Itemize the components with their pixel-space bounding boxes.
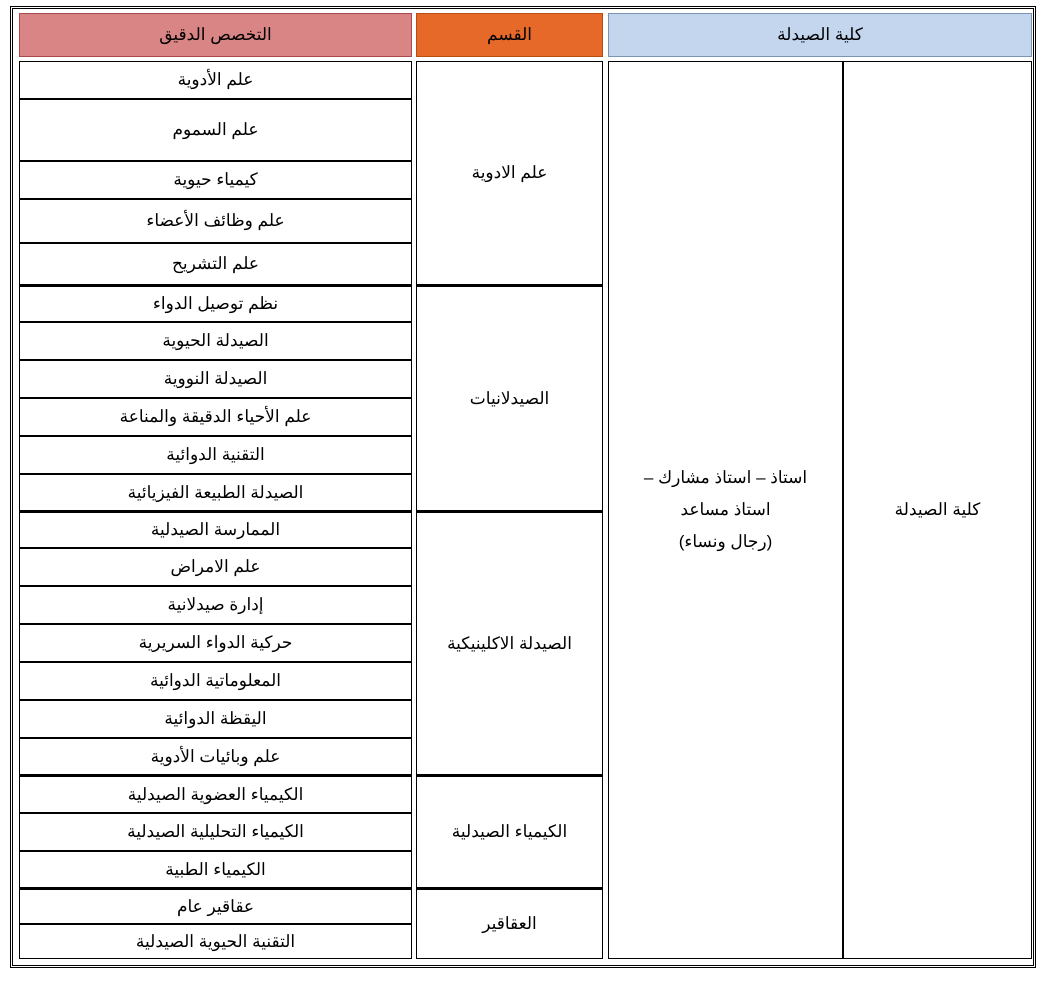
department-cell: العقاقير <box>416 887 603 959</box>
header-department: القسم <box>416 13 603 57</box>
specialization-cell: التقنية الدوائية <box>19 436 412 474</box>
specialization-cell: علم وظائف الأعضاء <box>19 199 412 243</box>
ranks-line-3: (رجال ونساء) <box>678 532 773 552</box>
specialization-cell: التقنية الحيوية الصيدلية <box>19 924 412 959</box>
pharmacy-table <box>10 6 1036 968</box>
ranks-line-2: استاذ مساعد <box>680 499 771 519</box>
specialization-cell: علم الأدوية <box>19 61 412 99</box>
header-specialization: التخصص الدقيق <box>19 13 412 57</box>
specialization-cell: الممارسة الصيدلية <box>19 510 412 548</box>
department-cell: الكيمياء الصيدلية <box>416 774 603 889</box>
specialization-cell: عقاقير عام <box>19 887 412 924</box>
specialization-cell: الكيمياء الطبية <box>19 851 412 889</box>
specialization-cell: كيمياء حيوية <box>19 161 412 199</box>
specialization-cell: حركية الدواء السريرية <box>19 624 412 662</box>
specialization-cell: المعلوماتية الدوائية <box>19 662 412 700</box>
specialization-cell: علم الأحياء الدقيقة والمناعة <box>19 398 412 436</box>
specialization-cell: إدارة صيدلانية <box>19 586 412 624</box>
specialization-cell: الصيدلة الحيوية <box>19 322 412 360</box>
header-college: كلية الصيدلة <box>608 13 1032 57</box>
specialization-cell: الصيدلة النووية <box>19 360 412 398</box>
specialization-cell: الكيمياء التحليلية الصيدلية <box>19 813 412 851</box>
specialization-cell: الصيدلة الطبيعة الفيزيائية <box>19 474 412 512</box>
specialization-cell: علم السموم <box>19 99 412 161</box>
specialization-cell: علم التشريح <box>19 243 412 285</box>
academic-ranks-cell <box>608 61 843 959</box>
ranks-line-1: استاذ – استاذ مشارك – <box>643 467 808 487</box>
specialization-cell: اليقظة الدوائية <box>19 700 412 738</box>
department-cell: الصيدلة الاكلينيكية <box>416 510 603 776</box>
specialization-cell: الكيمياء العضوية الصيدلية <box>19 774 412 813</box>
department-cell: علم الادوية <box>416 61 603 285</box>
department-cell: الصيدلانيات <box>416 284 603 512</box>
specialization-cell: علم الامراض <box>19 548 412 586</box>
college-name-cell: كلية الصيدلة <box>843 61 1032 959</box>
specialization-cell: نظم توصيل الدواء <box>19 284 412 322</box>
specialization-cell: علم وبائيات الأدوية <box>19 738 412 776</box>
